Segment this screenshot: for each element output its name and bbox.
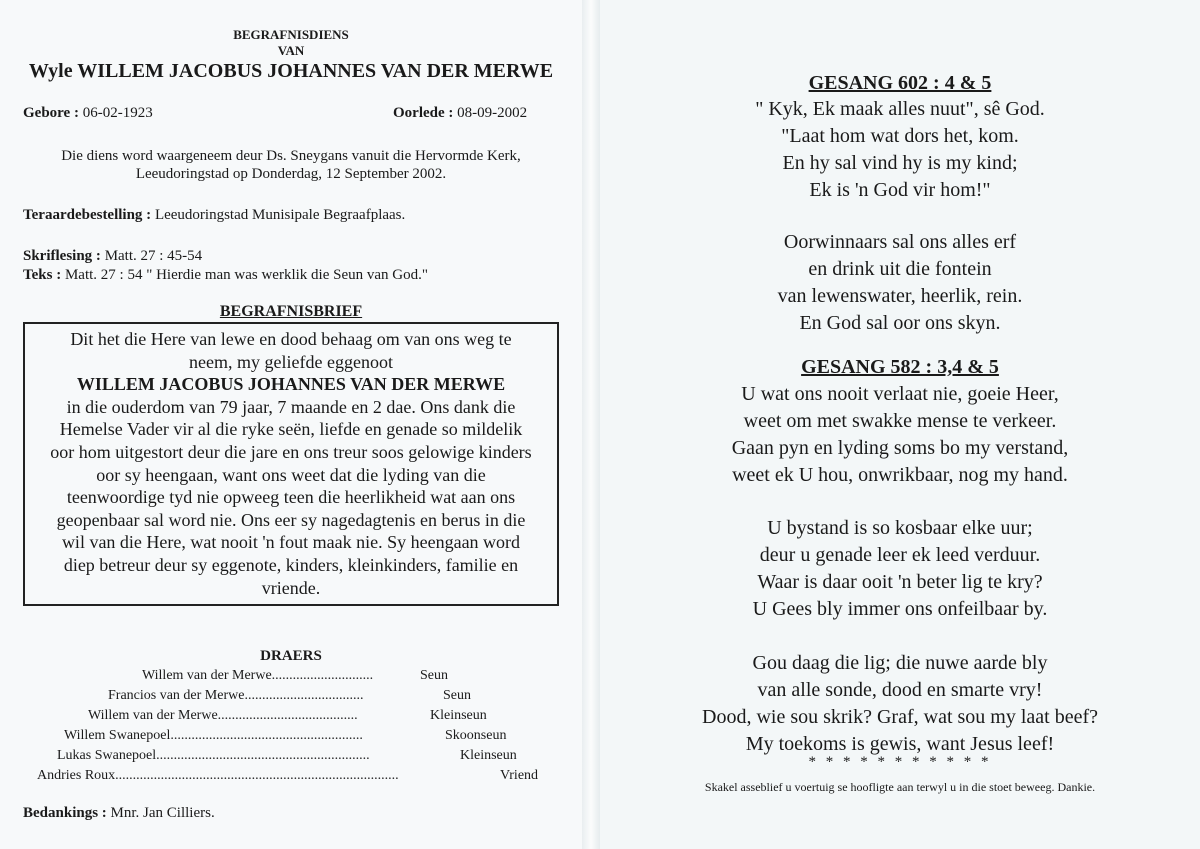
letter-line: oor sy heengaan, want ons weet dat die lyding van die: [96, 464, 486, 485]
hymn2-title: GESANG 582 : 3,4 & 5: [801, 356, 999, 378]
bearers-title: DRAERS: [260, 648, 322, 664]
bearer-name: Andries Roux: [37, 768, 116, 783]
bearer-name: Willem Swanepoel: [64, 728, 171, 743]
hymn2-line: U bystand is so kosbaar elke uur;: [767, 517, 1033, 539]
bearer-name: Lukas Swanepoel: [57, 748, 157, 763]
header-line2: VAN: [277, 43, 305, 58]
bearer-name: Willem van der Merwe: [142, 668, 272, 683]
bearer-row: Willem van der Merwe.............................: [142, 668, 374, 683]
bearer-name: Francios van der Merwe: [108, 688, 245, 703]
hymn2-line: deur u genade leer ek leed verduur.: [759, 544, 1041, 566]
bearer-relation: Seun: [443, 688, 471, 703]
hymn1-line: Oorwinnaars sal ons alles erf: [783, 231, 1017, 253]
hymn1-line: En hy sal vind hy is my kind;: [782, 152, 1018, 174]
bearer-relation: Vriend: [500, 768, 539, 783]
service-line1: Die diens word waargeneem deur Ds. Sneygans vanuit die Hervormde Kerk,: [61, 148, 521, 164]
letter-line: neem, my geliefde eggenoot: [189, 351, 393, 372]
reading-label: Skriflesing :: [23, 248, 101, 264]
hymn1-line: van lewenswater, heerlik, rein.: [777, 285, 1023, 307]
born-row: [23, 105, 153, 122]
bearer-relation: Kleinseun: [430, 708, 487, 723]
letter-line: geopenbaar sal word nie. Ons eer sy nagedagtenis en berus in die: [56, 509, 526, 530]
hymn2-line: weet ek U hou, onwrikbaar, nog my hand.: [732, 464, 1068, 486]
hymn1-line: en drink uit die fontein: [808, 258, 992, 280]
bearer-row: Lukas Swanepoel.............................................................: [57, 748, 370, 763]
deceased-name: Wyle WILLEM JACOBUS JOHANNES VAN DER MERWE: [28, 60, 554, 82]
reading-value: Matt. 27 : 45-54: [104, 248, 203, 264]
service-line2: Leeudoringstad op Donderdag, 12 September 2002.: [135, 166, 447, 182]
hymn2-line: Waar is daar ooit 'n beter lig te kry?: [757, 571, 1043, 593]
bearer-row: Willem Swanepoel.......................................................: [64, 728, 363, 743]
bearer-row: Francios van der Merwe..................................: [108, 688, 364, 703]
hymn2-line: My toekoms is gewis, want Jesus leef!: [745, 733, 1055, 755]
burial-label: Teraardebestelling :: [23, 207, 152, 223]
letter-line: diep betreur deur sy eggenote, kinders, kleinkinders, familie en: [63, 554, 519, 575]
letter-box: [23, 322, 559, 606]
bearer-row: Willem van der Merwe........................................: [88, 708, 358, 723]
hymn2-line: Dood, wie sou skrik? Graf, wat sou my laat beef?: [702, 706, 1098, 728]
burial-value: Leeudoringstad Munisipale Begraafplaas.: [154, 207, 406, 223]
died-value: 08-09-2002: [457, 105, 528, 121]
hymn1-line: Ek is 'n God vir hom!": [809, 179, 991, 201]
hymn2-line: Gou daag die lig; die nuwe aarde bly: [752, 652, 1048, 674]
page-fold: [582, 0, 600, 849]
bearer-name: Willem van der Merwe: [88, 708, 218, 723]
text-label: Teks :: [23, 267, 62, 283]
hymn2-line: weet om met swakke mense te verkeer.: [743, 410, 1057, 432]
thanks-row: [23, 805, 215, 822]
bearer-relation: Kleinseun: [460, 748, 517, 763]
died-row: [393, 105, 527, 122]
born-label: Gebore :: [23, 105, 79, 121]
burial-row: [23, 207, 405, 224]
headlights-notice: Skakel asseblief u voertuig se hoofligte aan terwyl u in die stoet beweeg. Dankie.: [704, 780, 1096, 794]
letter-line: Dit het die Here van lewe en dood behaag om van ons weg te: [70, 329, 512, 349]
stars-divider: * * * * * * * * * * *: [808, 754, 992, 770]
hymn2-line: van alle sonde, dood en smarte vry!: [757, 679, 1043, 701]
letter-line: wil van die Here, wat nooit 'n fout maak nie. Sy heengaan word: [61, 532, 521, 553]
text-row: [23, 267, 428, 284]
text-value: Matt. 27 : 54 " Hierdie man was werklik die Seun van God.": [64, 267, 428, 283]
letter-line: Hemelse Vader vir al die ryke seën, liefde en genade so mildelik: [59, 419, 523, 440]
hymn2-line: Gaan pyn en lyding soms bo my verstand,: [731, 437, 1069, 459]
hymn2-line: U wat ons nooit verlaat nie, goeie Heer,: [741, 383, 1059, 405]
bearer-relation: Seun: [420, 668, 448, 683]
hymn1-line: En God sal oor ons skyn.: [799, 312, 1001, 334]
letter-line: teenwoordige tyd nie opweeg teen die heerlikheid wat aan ons: [66, 487, 516, 508]
hymn2-line: U Gees bly immer ons onfeilbaar by.: [752, 598, 1048, 620]
letter-line: vriende.: [261, 577, 321, 598]
bearer-relation: Skoonseun: [445, 728, 507, 743]
bearer-row: Andries Roux.................................................................................: [37, 768, 399, 783]
letter-line: oor hom uitgestort deur die jare en ons treur soos gelowige kinders: [50, 441, 532, 462]
letter-deceased-name: WILLEM JACOBUS JOHANNES VAN DER MERWE: [76, 374, 506, 395]
header-line1: BEGRAFNISDIENS: [233, 27, 349, 42]
died-label: Oorlede :: [393, 105, 454, 121]
reading-row: [23, 248, 202, 265]
thanks-label: Bedankings :: [23, 805, 107, 821]
born-value: 06-02-1923: [82, 105, 153, 121]
hymn1-line: "Laat hom wat dors het, kom.: [781, 125, 1019, 147]
hymn1-title: GESANG 602 : 4 & 5: [808, 72, 992, 94]
thanks-value: Mnr. Jan Cilliers.: [110, 805, 215, 821]
hymn1-line: " Kyk, Ek maak alles nuut", sê God.: [755, 98, 1045, 120]
letter-line: in die ouderdom van 79 jaar, 7 maande en 2 dae. Ons dank die: [66, 396, 516, 417]
letter-title: BEGRAFNISBRIEF: [219, 303, 363, 320]
